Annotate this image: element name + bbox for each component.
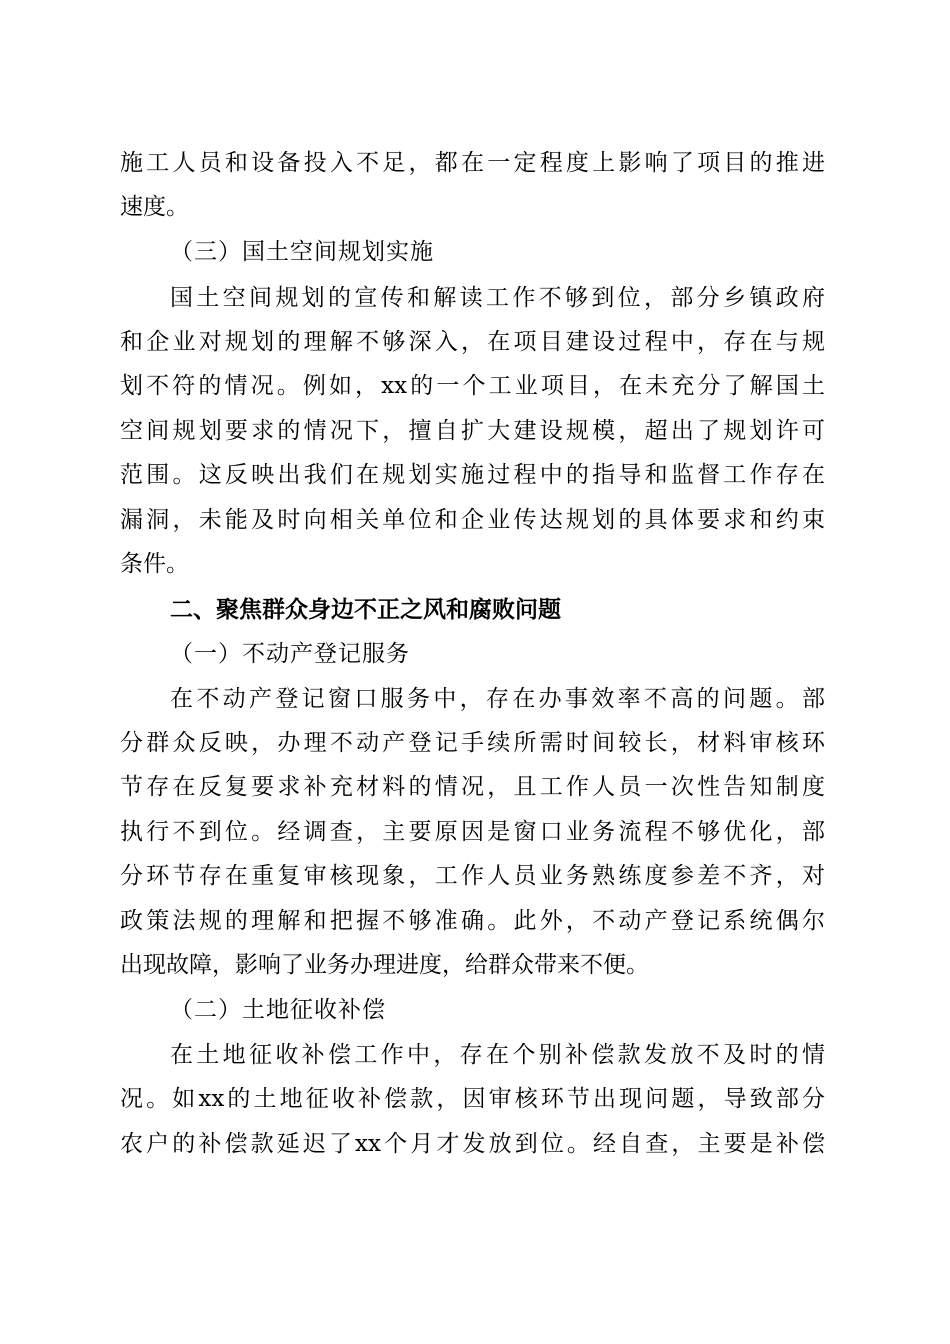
paragraph-line: 政策法规的理解和把握不够准确。此外，不动产登记系统偶尔 bbox=[120, 908, 825, 934]
paragraph-line: 在不动产登记窗口服务中，存在办事效率不高的问题。部 bbox=[170, 686, 825, 712]
paragraph-line: 速度。 bbox=[120, 194, 189, 220]
section-heading-3: （三）国土空间规划实施 bbox=[170, 239, 434, 265]
paragraph-line: 和企业对规划的理解不够深入，在项目建设过程中，存在与规 bbox=[120, 329, 825, 355]
paragraph-line: 出现故障，影响了业务办理进度，给群众带来不便。 bbox=[120, 952, 649, 978]
paragraph-line: 条件。 bbox=[120, 551, 189, 577]
paragraph-line: 分环节存在重复审核现象，工作人员业务熟练度参差不齐，对 bbox=[120, 863, 825, 889]
paragraph-line: 节存在反复要求补充材料的情况，且工作人员一次性告知制度 bbox=[120, 774, 825, 800]
subsection-heading-1: （一）不动产登记服务 bbox=[170, 641, 410, 667]
subsection-heading-2: （二）土地征收补偿 bbox=[170, 997, 386, 1023]
paragraph-line: 执行不到位。经调查，主要原因是窗口业务流程不够优化，部 bbox=[120, 819, 825, 845]
paragraph-line: 农户的补偿款延迟了xx个月才发放到位。经自查，主要是补偿 bbox=[120, 1131, 825, 1157]
paragraph-line: 漏洞，未能及时向相关单位和企业传达规划的具体要求和约束 bbox=[120, 507, 825, 533]
paragraph-line: 分群众反映，办理不动产登记手续所需时间较长，材料审核环 bbox=[120, 730, 825, 756]
paragraph-line: 范围。这反映出我们在规划实施过程中的指导和监督工作存在 bbox=[120, 462, 825, 488]
paragraph-line: 空间规划要求的情况下，擅自扩大建设规模，超出了规划许可 bbox=[120, 418, 825, 444]
paragraph-line: 划不符的情况。例如，xx的一个工业项目，在未充分了解国土 bbox=[120, 373, 825, 399]
paragraph-line: 况。如xx的土地征收补偿款，因审核环节出现问题，导致部分 bbox=[120, 1086, 825, 1112]
paragraph-line: 国土空间规划的宣传和解读工作不够到位，部分乡镇政府 bbox=[170, 285, 825, 311]
section-heading-2: 二、聚焦群众身边不正之风和腐败问题 bbox=[170, 597, 561, 623]
paragraph-line: 施工人员和设备投入不足，都在一定程度上影响了项目的推进 bbox=[120, 150, 825, 176]
paragraph-line: 在土地征收补偿工作中，存在个别补偿款发放不及时的情 bbox=[170, 1042, 825, 1068]
